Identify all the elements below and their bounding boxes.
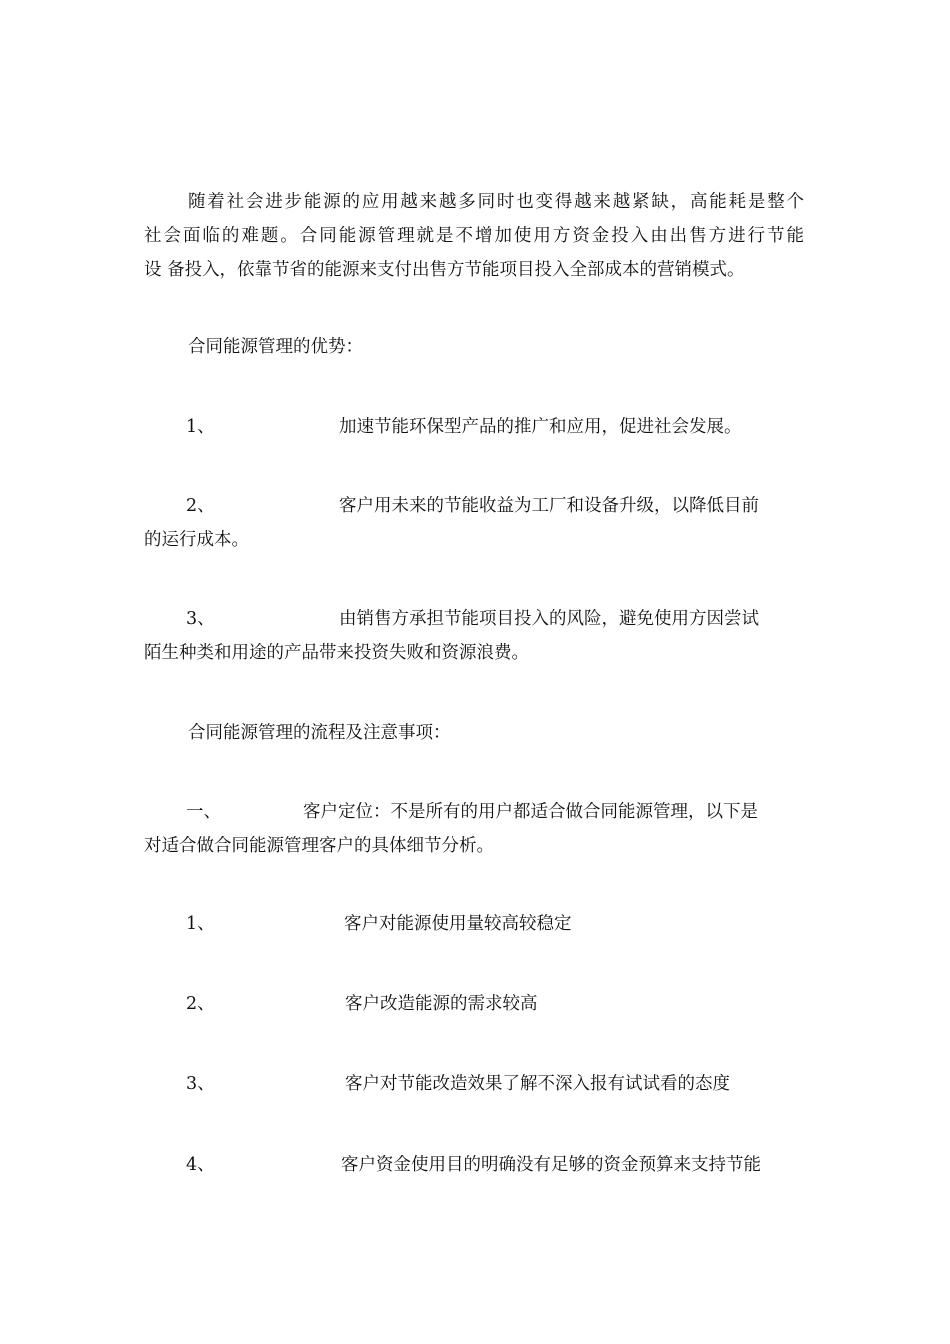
intro-paragraph xyxy=(144,185,804,287)
advantage-item-2-number: 2、 xyxy=(186,496,215,516)
process-heading: 合同能源管理的流程及注意事项： xyxy=(188,723,451,743)
process-step-1-text-cont: 对适合做合同能源管理客户的具体细节分析。 xyxy=(144,836,494,856)
intro-line-2: 社会面临的难题。合同能源管理就是不增加使用方资金投入由出售方进行节能 xyxy=(144,226,804,246)
process-step-1-text: 客户定位：不是所有的用户都适合做合同能源管理，以下是 xyxy=(303,802,758,822)
customer-item-4-number: 4、 xyxy=(186,1155,215,1175)
advantage-item-3-text: 由销售方承担节能项目投入的风险，避免使用方因尝试 xyxy=(339,609,759,629)
process-step-1-number: 一、 xyxy=(186,802,221,822)
advantages-heading: 合同能源管理的优势： xyxy=(188,337,363,357)
advantage-item-1-text: 加速节能环保型产品的推广和应用，促进社会发展。 xyxy=(339,417,742,437)
advantage-item-2-text-cont: 的运行成本。 xyxy=(144,530,249,550)
customer-item-4-text: 客户资金使用目的明确没有足够的资金预算来支持节能 xyxy=(341,1155,761,1175)
customer-item-3-number: 3、 xyxy=(186,1074,215,1094)
customer-item-2-text: 客户改造能源的需求较高 xyxy=(345,994,538,1014)
intro-line-3: 设 备投入，依靠节省的能源来支付出售方节能项目投入全部成本的营销模式。 xyxy=(144,260,745,280)
customer-item-1-text: 客户对能源使用量较高较稳定 xyxy=(344,914,572,934)
advantage-item-1-number: 1、 xyxy=(186,417,215,437)
advantage-item-3-number: 3、 xyxy=(186,609,215,629)
advantage-item-2-text: 客户用未来的节能收益为工厂和设备升级，以降低目前 xyxy=(339,496,759,516)
customer-item-1-number: 1、 xyxy=(186,914,215,934)
advantage-item-3-text-cont: 陌生种类和用途的产品带来投资失败和资源浪费。 xyxy=(144,643,529,663)
customer-item-2-number: 2、 xyxy=(186,994,215,1014)
customer-item-3-text: 客户对节能改造效果了解不深入报有试试看的态度 xyxy=(345,1074,730,1094)
intro-line-1: 随着社会进步能源的应用越来越多同时也变得越来越紧缺，高能耗是整个 xyxy=(188,192,804,212)
